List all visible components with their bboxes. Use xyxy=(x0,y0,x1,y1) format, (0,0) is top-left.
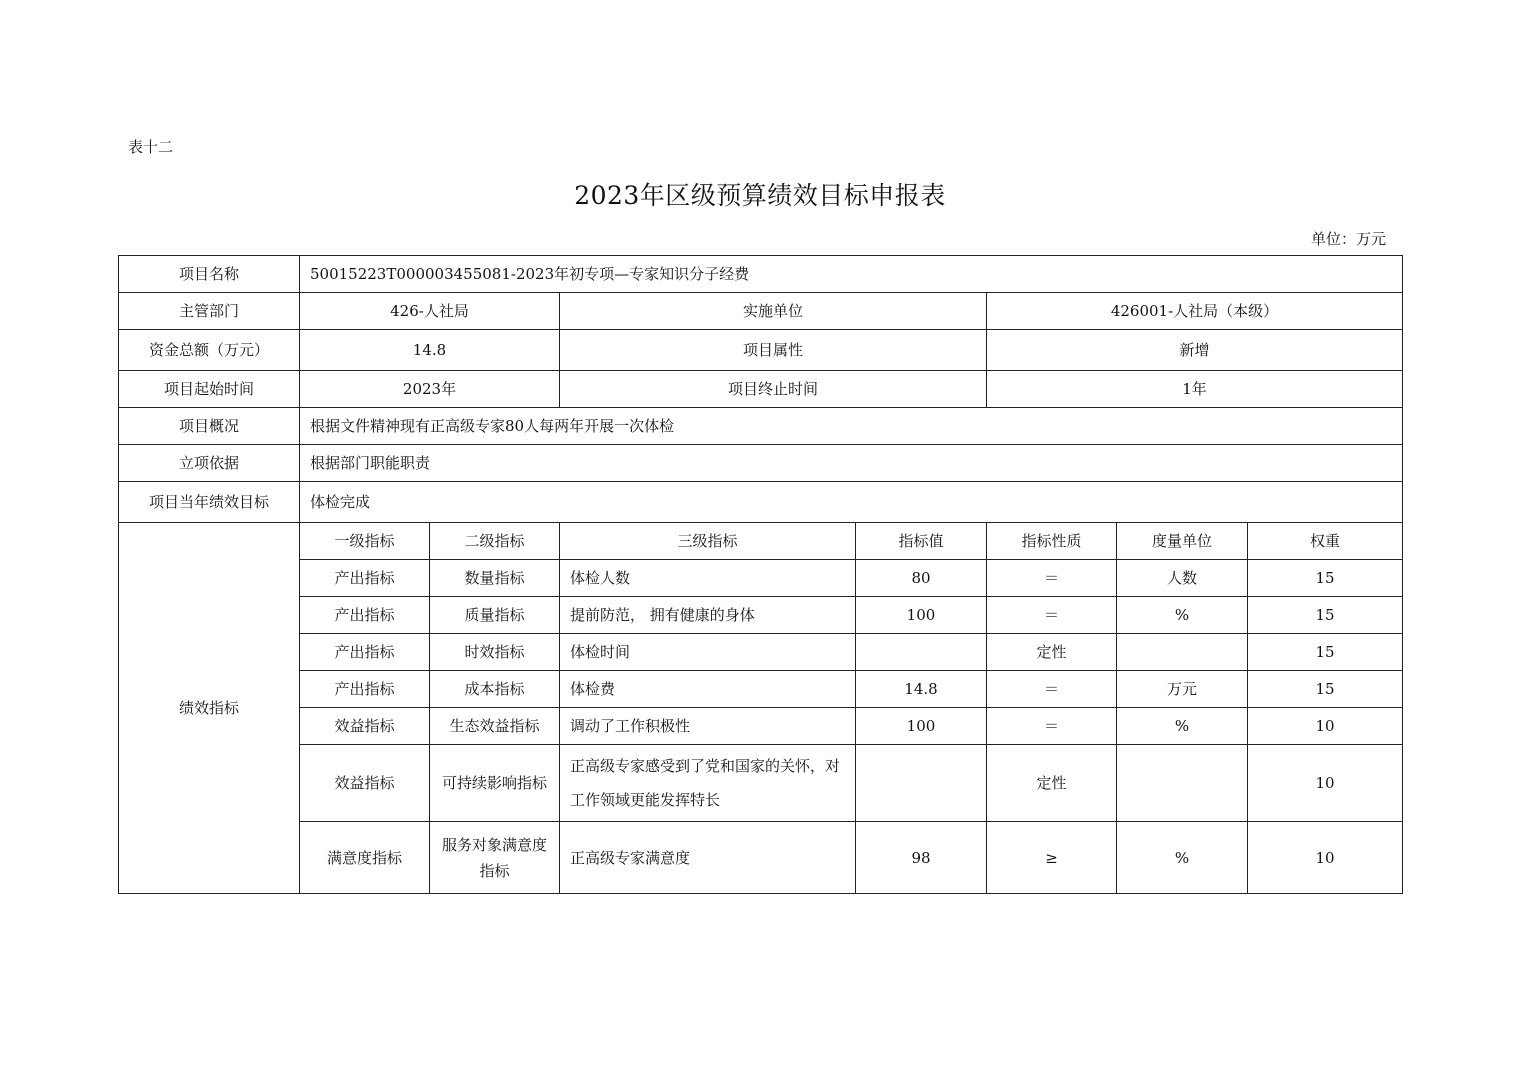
level1-cell: 效益指标 xyxy=(300,745,430,822)
row-annual-goal xyxy=(119,482,1403,523)
nature-cell: ＝ xyxy=(987,560,1117,597)
weight-cell: 15 xyxy=(1248,597,1403,634)
overview-label: 项目概况 xyxy=(119,408,300,445)
weight-cell: 15 xyxy=(1248,560,1403,597)
department-value: 426-人社局 xyxy=(300,293,560,330)
value-cell xyxy=(856,745,987,822)
indicator-row xyxy=(119,671,1403,708)
start-time-label: 项目起始时间 xyxy=(119,371,300,408)
value-cell: 100 xyxy=(856,708,987,745)
nature-cell: 定性 xyxy=(987,745,1117,822)
level1-cell: 满意度指标 xyxy=(300,822,430,894)
unit-cell: 万元 xyxy=(1117,671,1248,708)
level2-cell: 生态效益指标 xyxy=(430,708,560,745)
indicator-row xyxy=(119,560,1403,597)
basis-value: 根据部门职能职责 xyxy=(300,445,1403,482)
end-time-value: 1年 xyxy=(987,371,1403,408)
unit-cell xyxy=(1117,745,1248,822)
level1-cell: 产出指标 xyxy=(300,671,430,708)
level3-cell: 调动了工作积极性 xyxy=(560,708,856,745)
nature-cell: 定性 xyxy=(987,634,1117,671)
header-nature: 指标性质 xyxy=(987,523,1117,560)
overview-value: 根据文件精神现有正高级专家80人每两年开展一次体检 xyxy=(300,408,1403,445)
fund-total-label: 资金总额（万元） xyxy=(119,330,300,371)
header-level3: 三级指标 xyxy=(560,523,856,560)
header-value: 指标值 xyxy=(856,523,987,560)
unit-cell xyxy=(1117,634,1248,671)
nature-cell: ≥ xyxy=(987,822,1117,894)
level3-cell: 正高级专家感受到了党和国家的关怀，对工作领域更能发挥特长 xyxy=(560,745,856,822)
level2-cell: 可持续影响指标 xyxy=(430,745,560,822)
header-weight: 权重 xyxy=(1248,523,1403,560)
end-time-label: 项目终止时间 xyxy=(560,371,987,408)
header-level2: 二级指标 xyxy=(430,523,560,560)
nature-cell: ＝ xyxy=(987,708,1117,745)
fund-total-value: 14.8 xyxy=(300,330,560,371)
row-overview xyxy=(119,408,1403,445)
level2-cell: 时效指标 xyxy=(430,634,560,671)
project-name-value: 50015223T000003455081-2023年初专项—专家知识分子经费 xyxy=(300,256,1403,293)
value-cell: 100 xyxy=(856,597,987,634)
level1-cell: 产出指标 xyxy=(300,560,430,597)
project-attribute-value: 新增 xyxy=(987,330,1403,371)
unit-cell: 人数 xyxy=(1117,560,1248,597)
basis-label: 立项依据 xyxy=(119,445,300,482)
weight-cell: 10 xyxy=(1248,822,1403,894)
weight-cell: 10 xyxy=(1248,708,1403,745)
level3-cell: 提前防范， 拥有健康的身体 xyxy=(560,597,856,634)
indicators-section-label: 绩效指标 xyxy=(119,523,300,894)
level1-cell: 产出指标 xyxy=(300,634,430,671)
project-name-label: 项目名称 xyxy=(119,256,300,293)
indicator-row xyxy=(119,708,1403,745)
indicator-row xyxy=(119,822,1403,894)
level2-cell: 服务对象满意度指标 xyxy=(430,822,560,894)
implementing-unit-value: 426001-人社局（本级） xyxy=(987,293,1403,330)
unit-cell: % xyxy=(1117,708,1248,745)
row-project-name xyxy=(119,256,1403,293)
unit-cell: % xyxy=(1117,597,1248,634)
level3-cell: 体检人数 xyxy=(560,560,856,597)
level2-cell: 数量指标 xyxy=(430,560,560,597)
indicator-row xyxy=(119,597,1403,634)
nature-cell: ＝ xyxy=(987,671,1117,708)
row-department xyxy=(119,293,1403,330)
value-cell: 80 xyxy=(856,560,987,597)
level3-cell: 体检费 xyxy=(560,671,856,708)
header-unit: 度量单位 xyxy=(1117,523,1248,560)
annual-goal-label: 项目当年绩效目标 xyxy=(119,482,300,523)
unit-cell: % xyxy=(1117,822,1248,894)
project-attribute-label: 项目属性 xyxy=(560,330,987,371)
row-basis xyxy=(119,445,1403,482)
row-period xyxy=(119,371,1403,408)
nature-cell: ＝ xyxy=(987,597,1117,634)
value-cell: 14.8 xyxy=(856,671,987,708)
indicator-header-row xyxy=(119,523,1403,560)
row-fund xyxy=(119,330,1403,371)
value-cell: 98 xyxy=(856,822,987,894)
performance-report-table xyxy=(118,255,1403,894)
level1-cell: 效益指标 xyxy=(300,708,430,745)
level3-cell: 正高级专家满意度 xyxy=(560,822,856,894)
level1-cell: 产出指标 xyxy=(300,597,430,634)
unit-note: 单位：万元 xyxy=(1311,230,1387,248)
weight-cell: 15 xyxy=(1248,671,1403,708)
value-cell xyxy=(856,634,987,671)
document-title: 2023年区级预算绩效目标申报表 xyxy=(574,181,946,210)
indicator-row xyxy=(119,634,1403,671)
level2-cell: 质量指标 xyxy=(430,597,560,634)
level3-cell: 体检时间 xyxy=(560,634,856,671)
annual-goal-value: 体检完成 xyxy=(300,482,1403,523)
implementing-unit-label: 实施单位 xyxy=(560,293,987,330)
weight-cell: 15 xyxy=(1248,634,1403,671)
department-label: 主管部门 xyxy=(119,293,300,330)
indicator-row xyxy=(119,745,1403,822)
level2-cell: 成本指标 xyxy=(430,671,560,708)
start-time-value: 2023年 xyxy=(300,371,560,408)
weight-cell: 10 xyxy=(1248,745,1403,822)
header-level1: 一级指标 xyxy=(300,523,430,560)
table-number: 表十二 xyxy=(128,138,174,156)
